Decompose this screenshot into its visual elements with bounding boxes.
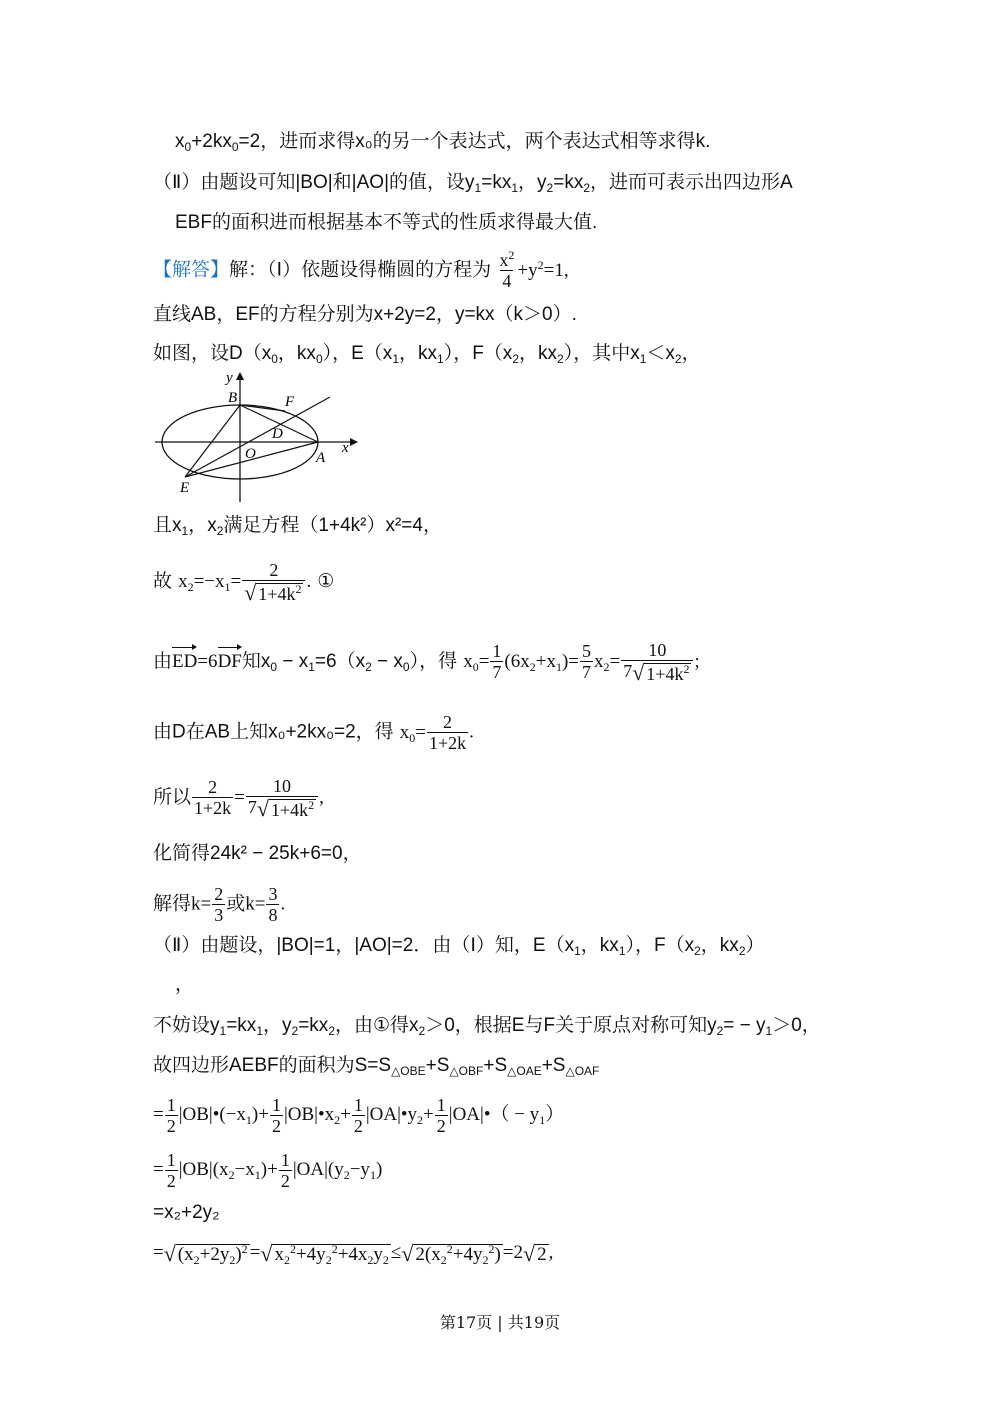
intro-line-2: （Ⅱ）由题设可知|BO|和|AO|的值，设$y_1=kx_1$，$y_2=kx_2$，进而可表示出四边形A	[153, 172, 793, 195]
intro-line-1: $x_0+2kx_0=2$，进而求得x₀的另一个表达式，两个表达式相等求得k.	[175, 131, 711, 154]
line-points: 如图，设$D(x_0$，$kx_0$），$E(x_1$，$kx_1$），$F(x_2$，$kx_2$），其中$x_1<x_2$，	[153, 343, 701, 366]
circled-one: ①	[317, 569, 335, 592]
line-ab-ef: 直线AB，EF的方程分别为x+2y=2，y=kx（k＞0）.	[153, 304, 577, 325]
answer-header: 【解答】解：（Ⅰ）依题设得椭圆的方程为 $\frac{x^2}{4}$ $+y^2=1$,	[153, 248, 569, 291]
eq-solve: 解得k= $\frac{2}{3}$ 或k= $\frac{3}{8}$ .	[153, 884, 286, 925]
label-y: y	[226, 370, 233, 386]
label-x: x	[342, 440, 349, 456]
answer-tag: 【解答】	[153, 259, 230, 281]
eq-area-4: = √ $(x_2+2y_2)^2$ = √ $x_2^2+4y_2^2+4x_2y_2$ ≤ √ $2(x_2^2+4y_2^2)$ =2 √ 2 ,	[153, 1240, 554, 1267]
label-F: F	[285, 394, 295, 410]
eq-suoyi: 所以 $\frac{2}{1+2k}$ = 10 7 √ $1+4k^2$ ,	[153, 776, 324, 821]
intro-line-3: EBF的面积进而根据基本不等式的性质求得最大值.	[175, 212, 598, 233]
part-two-line: （Ⅱ）由题设，|BO|=1，|AO|=2．由（Ⅰ）知，$E(x_1$，$kx_1$），$F(x_2$，$kx_2$）	[153, 935, 765, 958]
line-area: 故四边形AEBF的面积为$S=S_{\triangle OBE}+S_{\triangle OBF}+S_{\triangle OAE}+S_{\triangle OAF}$	[153, 1055, 600, 1078]
label-D: D	[272, 426, 283, 442]
part-two-comma: ，	[175, 974, 195, 995]
line-bufang: 不妨设$y_1=kx_1$，$y_2=kx_2$，由①得$x_2>0$，根据E与F关于原点对称可知$y_2= - y_1>0$，	[153, 1015, 821, 1038]
eq-area-1: = $\frac{1}{2}$ $|OB|•(-x_1)+$ $\frac{1}{2}$ $|OB|•x_2+$ $\frac{1}{2}$ $|OA|•y_2+$ $\frac{1}{2}$ |OA|•（ − $y_1$）	[153, 1095, 565, 1136]
page-footer: 第17页 | 共19页	[439, 1313, 561, 1332]
eq-simplify: 化简得24k² − 25k+6=0，	[153, 843, 362, 864]
label-E: E	[180, 480, 190, 496]
ellipse-figure	[150, 370, 360, 505]
label-B: B	[228, 390, 238, 406]
eq-x2: 故 $x_2=-x_1=$ 2 √ $1+4k^2$ . ①	[153, 560, 335, 605]
line-satisfy: 且$x_1$，$x_2$满足方程（1+4k²）x²=4，	[153, 515, 442, 538]
eq-area-2: = $\frac{1}{2}$ $|OB|(x_2-x_1)+$ $\frac{1}{2}$ $|OA|(y_2-y_1)$	[153, 1150, 383, 1191]
label-O: O	[245, 446, 256, 462]
eq-area-3: =x₂+2y₂	[153, 1202, 220, 1223]
eq-d-on-ab: 由D在AB上知x₀+2kx₀=2，得 $x_0=$ $\frac{2}{1+2k}$ .	[153, 712, 474, 753]
eq-vector: 由ED=6DF知$x_0 - x_1=6(x_2 - x_0)$，得 $x_0=$ $\frac{1}{7}$ $(6x_2+x_1)=$ $\frac{5}{7}$ $x_2=$ 10 7 √ $1+4k^2$ ;	[153, 640, 700, 685]
label-A: A	[316, 450, 326, 466]
